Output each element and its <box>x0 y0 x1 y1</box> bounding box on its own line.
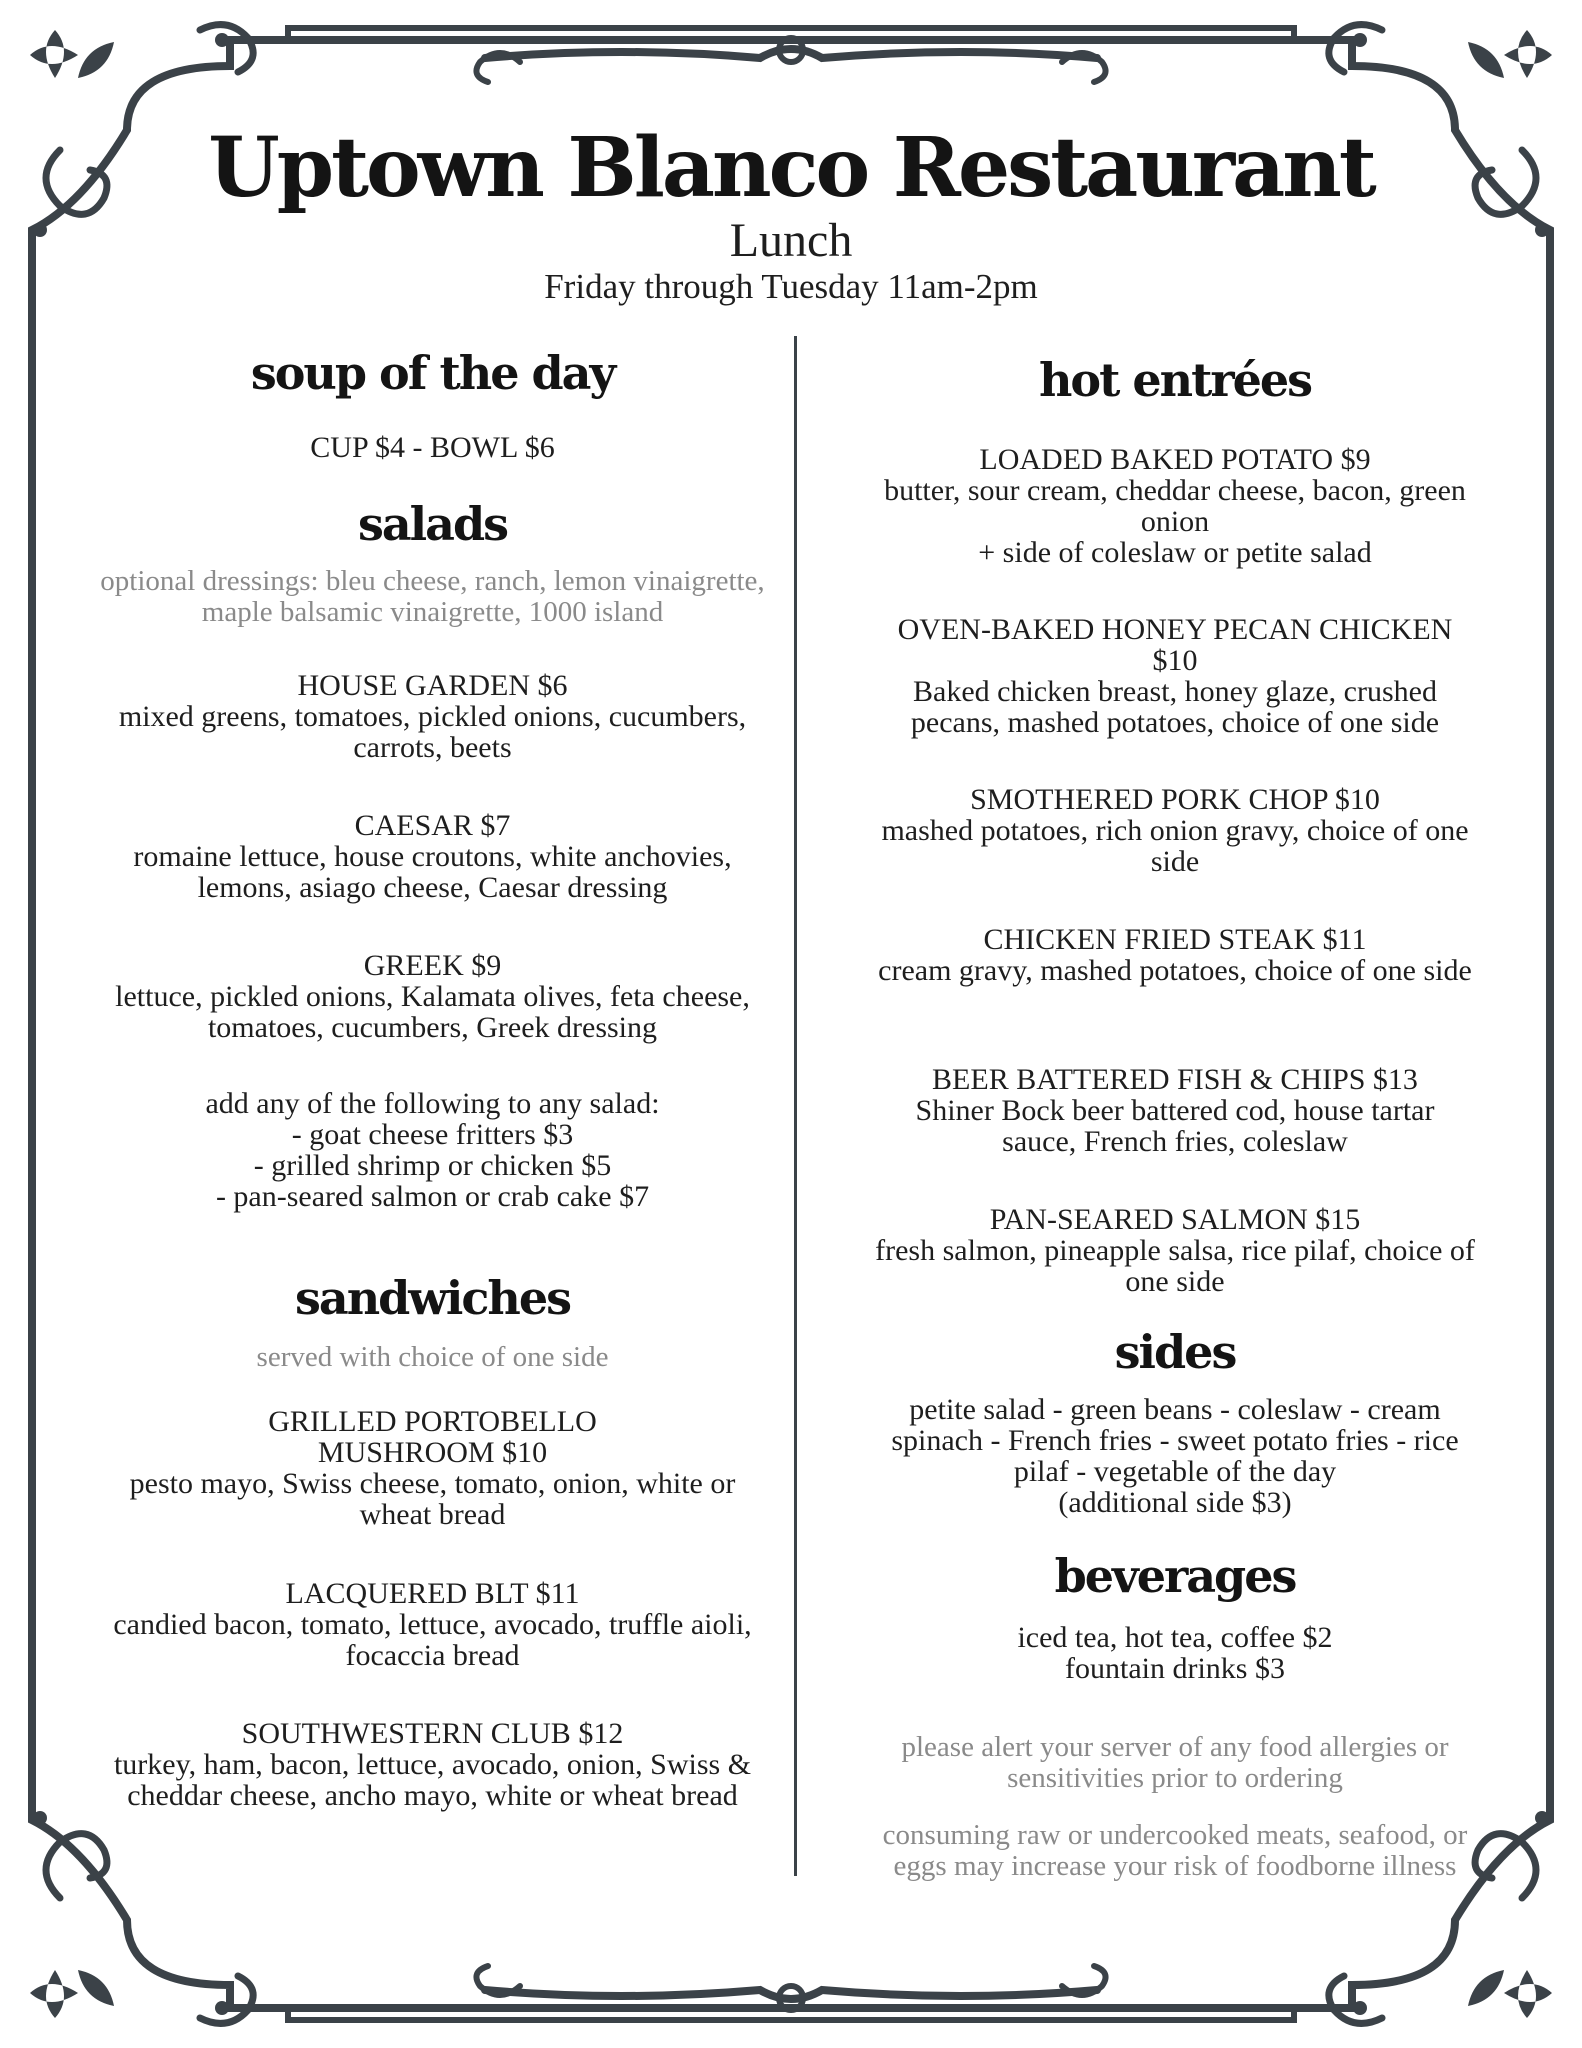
right-column <box>875 0 1475 2048</box>
column-divider <box>794 336 797 1876</box>
item-description: pesto mayo, Swiss cheese, tomato, onion, white or wheat bread <box>129 1467 736 1531</box>
addon-line: - pan-seared salmon or crab cake $7 <box>215 1180 650 1213</box>
menu-item-portobello <box>100 1406 765 1530</box>
menu-item-honey-pecan-chicken <box>875 614 1475 738</box>
meal-subtitle: Lunch <box>729 214 853 267</box>
item-name: LOADED BAKED POTATO $9 <box>979 443 1371 476</box>
soup-prices: CUP $4 - BOWL $6 <box>310 431 555 464</box>
salads-heading: salads <box>357 497 508 551</box>
item-name: GREEK $9 <box>363 949 502 982</box>
menu-item-southwestern-club <box>100 1718 765 1811</box>
beverages-list <box>875 1622 1475 1684</box>
item-description: candied bacon, tomato, lettuce, avocado, truffle aioli, focaccia bread <box>113 1608 752 1672</box>
restaurant-name: Uptown Blanco Restaurant <box>208 120 1374 216</box>
item-name: PAN-SEARED SALMON $15 <box>989 1203 1361 1236</box>
item-extra: + side of coleslaw or petite salad <box>978 536 1372 569</box>
allergy-notice: please alert your server of any food allergies or sensitivities prior to ordering <box>901 1731 1449 1794</box>
menu-item-caesar <box>100 810 765 903</box>
item-description: lettuce, pickled onions, Kalamata olives, feta cheese, tomatoes, cucumbers, Greek dressing <box>115 980 750 1044</box>
item-description: butter, sour cream, cheddar cheese, bacon, green onion <box>884 474 1466 538</box>
menu-item-greek <box>100 950 765 1043</box>
addons-intro: add any of the following to any salad: <box>205 1087 660 1120</box>
menu-item-smothered-pork-chop <box>875 784 1475 877</box>
sides-extra-price: (additional side $3) <box>1058 1486 1292 1519</box>
salad-addons <box>100 1088 765 1212</box>
item-name: SOUTHWESTERN CLUB $12 <box>241 1717 624 1750</box>
beverage-line: iced tea, hot tea, coffee $2 <box>1017 1621 1333 1654</box>
item-name: CAESAR $7 <box>354 809 511 842</box>
menu-item-chicken-fried-steak <box>875 924 1475 986</box>
item-name: CHICKEN FRIED STEAK $11 <box>983 923 1367 956</box>
raw-food-notice: consuming raw or undercooked meats, seafood, or eggs may increase your risk of foodborne illness <box>882 1819 1468 1882</box>
item-description: fresh salmon, pineapple salsa, rice pilaf, choice of one side <box>875 1234 1475 1298</box>
left-column <box>100 0 765 2048</box>
entrees-heading: hot entrées <box>1038 353 1311 407</box>
menu-item-house-garden <box>100 670 765 763</box>
item-name: LACQUERED BLT $11 <box>285 1577 580 1610</box>
sandwiches-heading: sandwiches <box>294 1271 570 1325</box>
soup-heading: soup of the day <box>250 346 615 400</box>
item-description: turkey, ham, bacon, lettuce, avocado, onion, Swiss & cheddar cheese, ancho mayo, white or wheat bread <box>113 1748 752 1812</box>
addon-line: - grilled shrimp or chicken $5 <box>253 1149 612 1182</box>
item-name: SMOTHERED PORK CHOP $10 <box>970 783 1380 816</box>
beverage-line: fountain drinks $3 <box>1065 1652 1285 1685</box>
item-name: HOUSE GARDEN $6 <box>297 669 568 702</box>
menu-item-pan-seared-salmon <box>875 1204 1475 1297</box>
item-description: Baked chicken breast, honey glaze, crushed pecans, mashed potatoes, choice of one side <box>910 675 1440 739</box>
sides-heading: sides <box>1114 1325 1236 1379</box>
item-name: OVEN-BAKED HONEY PECAN CHICKEN $10 <box>897 613 1453 677</box>
item-description: mixed greens, tomatoes, pickled onions, cucumbers, carrots, beets <box>118 700 747 764</box>
menu-item-lacquered-blt <box>100 1578 765 1671</box>
addon-line: - goat cheese fritters $3 <box>291 1118 574 1151</box>
salad-dressings-note: optional dressings: bleu cheese, ranch, lemon vinaigrette, maple balsamic vinaigrette, 1000 island <box>100 565 765 628</box>
menu-item-loaded-baked-potato <box>875 444 1475 568</box>
service-hours: Friday through Tuesday 11am-2pm <box>544 267 1038 306</box>
item-description: mashed potatoes, rich onion gravy, choice of one side <box>881 814 1469 878</box>
menu-item-fish-and-chips <box>875 1064 1475 1157</box>
sides-list <box>875 1394 1475 1518</box>
sides-items: petite salad - green beans - coleslaw - cream spinach - French fries - sweet potato fries - rice pilaf - vegetable of the day <box>891 1393 1459 1488</box>
sandwiches-note: served with choice of one side <box>256 1341 609 1373</box>
item-description: cream gravy, mashed potatoes, choice of one side <box>878 954 1472 987</box>
item-description: Shiner Bock beer battered cod, house tartar sauce, French fries, coleslaw <box>915 1094 1435 1158</box>
item-name: BEER BATTERED FISH & CHIPS $13 <box>932 1063 1418 1096</box>
item-name: GRILLED PORTOBELLO MUSHROOM $10 <box>268 1405 597 1469</box>
item-description: romaine lettuce, house croutons, white anchovies, lemons, asiago cheese, Caesar dressing <box>133 840 732 904</box>
beverages-heading: beverages <box>1054 1549 1296 1603</box>
